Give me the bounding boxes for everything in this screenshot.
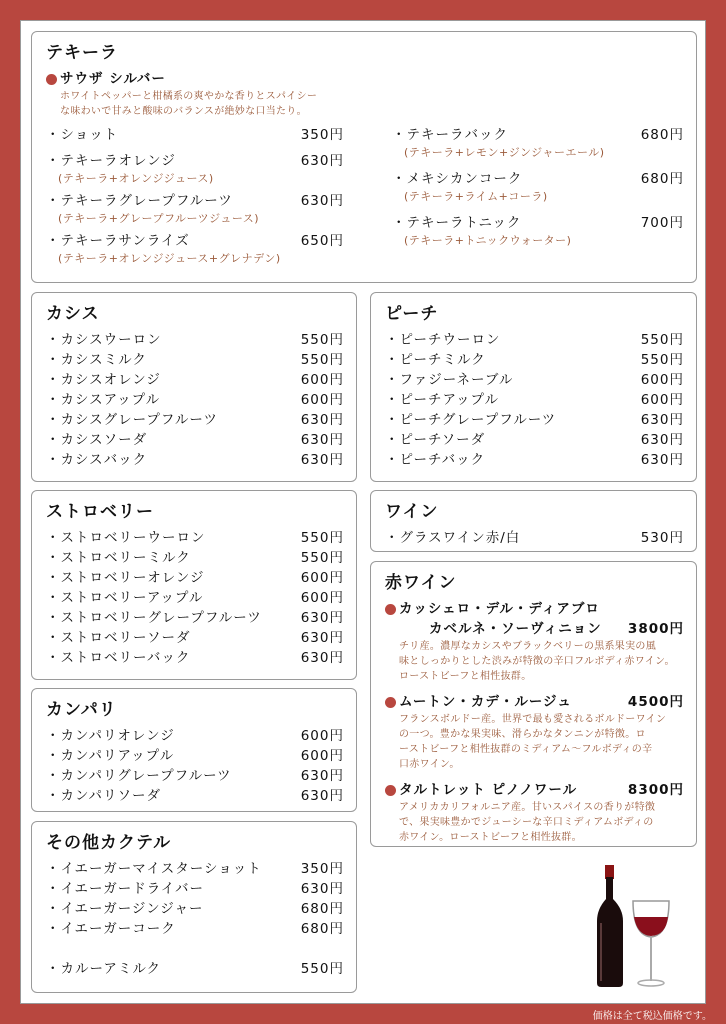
menu-item: ・ストロベリーグレープフルーツ 630円: [46, 610, 344, 626]
wine-desc: フランスボルドー産。世界で最も愛されるボルドーワイン: [399, 714, 667, 725]
bullet-dot-icon: [385, 604, 396, 615]
menu-item: ・カシスミルク 550円: [46, 352, 344, 368]
strawberry-section: [31, 490, 357, 680]
menu-item: ・カンパリグレープフルーツ 630円: [46, 768, 344, 784]
menu-item: ・テキーラオレンジ 630円: [46, 153, 344, 169]
wine-section: [370, 490, 697, 552]
featured-desc: な味わいで甘みと酸味のバランスが絶妙な口当たり。: [60, 106, 307, 117]
section-title: カシス: [46, 304, 100, 324]
menu-item: ・カンパリソーダ 630円: [46, 788, 344, 804]
other-cocktails-section: [31, 821, 357, 993]
red-wine-section: [370, 561, 697, 847]
wine-desc: で、果実味豊かでジューシーな辛口ミディアムボディの: [399, 817, 654, 828]
menu-item: ・イエーガーマイスターショット 350円: [46, 861, 344, 877]
peach-section: [370, 292, 697, 482]
wine-desc: ローストビーフと相性抜群。: [399, 671, 532, 682]
featured-item: サウザ シルバー: [46, 69, 684, 89]
menu-item: ・メキシカンコーク 680円: [392, 171, 684, 187]
menu-item: ・ショット 350円: [46, 127, 344, 143]
wine-desc: チリ産。濃厚なカシスやブラックベリーの黒系果実の風: [399, 641, 656, 652]
wine-item: ムートン・カデ・ルージュ 4500円: [385, 692, 684, 712]
menu-item: ・カシスソーダ 630円: [46, 432, 344, 448]
menu-item: ・カシスバック 630円: [46, 452, 344, 468]
cassis-section: [31, 292, 357, 482]
menu-item: ・カシスウーロン 550円: [46, 332, 344, 348]
menu-item: ・テキーラグレープフルーツ 630円: [46, 193, 344, 209]
tequila-section: [31, 31, 697, 283]
menu-item: ・グラスワイン赤/白 530円: [385, 530, 684, 546]
item-sub: (テキーラ+ライム+コーラ): [404, 190, 548, 203]
menu-item: ・ストロベリーアップル 600円: [46, 590, 344, 606]
section-title: ピーチ: [385, 304, 439, 324]
menu-item: ・ファジーネーブル 600円: [385, 372, 684, 388]
menu-item: ・カンパリアップル 600円: [46, 748, 344, 764]
campari-section: [31, 688, 357, 812]
bullet-dot-icon: [385, 697, 396, 708]
menu-item: ・ストロベリーバック 630円: [46, 650, 344, 666]
wine-desc: 口赤ワイン。: [399, 759, 460, 770]
wine-desc: 味としっかりとした渋みが特徴の辛口フルボディ赤ワイン。: [399, 656, 675, 667]
bullet-dot-icon: [46, 74, 57, 85]
section-title: ワイン: [385, 502, 439, 522]
menu-item: ・ピーチミルク 550円: [385, 352, 684, 368]
section-title: ストロベリー: [46, 502, 154, 522]
section-title: カンパリ: [46, 700, 117, 720]
menu-item: ・イエーガーコーク 680円: [46, 921, 344, 937]
menu-item: ・ピーチグレープフルーツ 630円: [385, 412, 684, 428]
menu-item: ・イエーガードライバー 630円: [46, 881, 344, 897]
wine-desc: アメリカカリフォルニア産。甘いスパイスの香りが特徴: [399, 802, 656, 813]
menu-page: [20, 20, 706, 1004]
tequila-left-col: [46, 125, 344, 271]
menu-item: ・ピーチソーダ 630円: [385, 432, 684, 448]
menu-item: ・ストロベリーミルク 550円: [46, 550, 344, 566]
menu-item: ・テキーラトニック 700円: [392, 215, 684, 231]
item-sub: (テキーラ+オレンジジュース+グレナデン): [58, 252, 281, 265]
menu-item: ・テキーラサンライズ 650円: [46, 233, 344, 249]
wine-desc: ーストビーフと相性抜群のミディアム～フルボディの辛: [399, 744, 653, 755]
menu-item: ・カルーアミルク 550円: [46, 961, 344, 977]
section-title: テキーラ: [46, 43, 118, 63]
wine-item-sub: カベルネ・ソーヴィニョン 3800円: [429, 621, 684, 637]
item-sub: (テキーラ+レモン+ジンジャーエール): [404, 146, 605, 159]
wine-item: タルトレット ピノノワール 8300円: [385, 780, 684, 800]
menu-item: ・ピーチバック 630円: [385, 452, 684, 468]
item-sub: (テキーラ+オレンジジュース): [58, 172, 214, 185]
featured-desc: ホワイトペッパーと柑橘系の爽やかな香りとスパイシー: [60, 91, 318, 102]
wine-desc: 赤ワイン。ローストビーフと相性抜群。: [399, 832, 582, 843]
menu-item: ・ストロベリーソーダ 630円: [46, 630, 344, 646]
menu-item: ・ピーチウーロン 550円: [385, 332, 684, 348]
item-sub: (テキーラ+グレープフルーツジュース): [58, 212, 260, 225]
menu-item: ・ピーチアップル 600円: [385, 392, 684, 408]
menu-item: ・カシスアップル 600円: [46, 392, 344, 408]
menu-item: ・ストロベリーオレンジ 600円: [46, 570, 344, 586]
wine-desc: の一つ。豊かな果実味、滑らかなタンニンが特徴。ロ: [399, 729, 646, 740]
section-title: 赤ワイン: [385, 573, 457, 593]
menu-item: ・ストロベリーウーロン 550円: [46, 530, 344, 546]
menu-item: ・カシスグレープフルーツ 630円: [46, 412, 344, 428]
menu-item: ・テキーラバック 680円: [392, 127, 684, 143]
item-sub: (テキーラ+トニックウォーター): [404, 234, 572, 247]
bullet-dot-icon: [385, 785, 396, 796]
wine-item: カッシェロ・デル・ディアブロ: [385, 599, 684, 619]
tequila-right-col: [392, 125, 684, 271]
section-title: その他カクテル: [46, 833, 172, 853]
menu-item: ・カンパリオレンジ 600円: [46, 728, 344, 744]
tax-note: 価格は全て税込価格です。: [592, 1011, 712, 1022]
menu-item: ・イエーガージンジャー 680円: [46, 901, 344, 917]
wine-bottle-glass-icon: [593, 863, 673, 991]
menu-item: ・カシスオレンジ 600円: [46, 372, 344, 388]
